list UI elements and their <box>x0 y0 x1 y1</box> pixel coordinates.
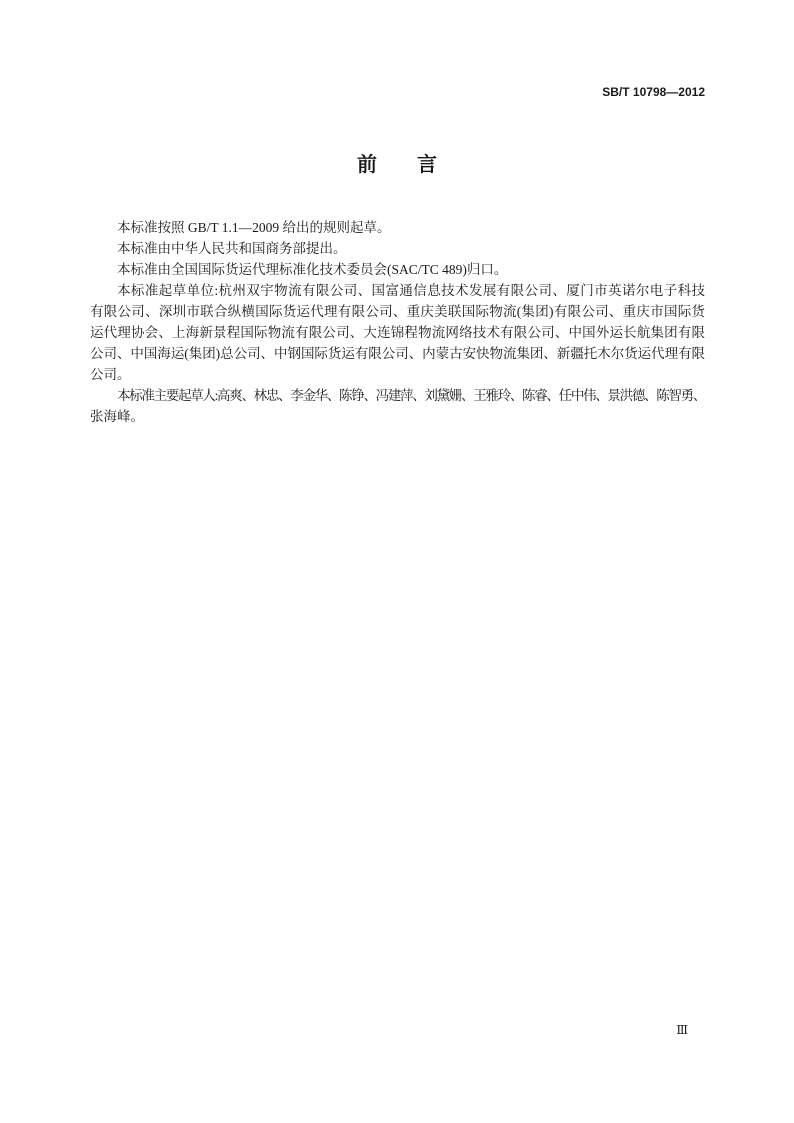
paragraph-line: 公司。 <box>90 367 131 382</box>
paragraph-line: 公司、中国海运(集团)总公司、中钢国际货运有限公司、内蒙古安快物流集团、新疆托木尔货运代理有限 <box>90 346 705 361</box>
paragraph-line: 本标准主要起草人:高爽、林忠、李金华、陈铮、冯建萍、刘黛姗、王雅玲、陈睿、任中伟、景洪德、陈智勇、 <box>117 388 705 403</box>
paragraph-line: 本标准由中华人民共和国商务部提出。 <box>117 241 347 256</box>
paragraph-drafting-rules <box>90 217 705 238</box>
paragraph-line: 本标准由全国国际货运代理标准化技术委员会(SAC/TC 489)归口。 <box>117 262 508 277</box>
paragraph-committee <box>90 259 705 280</box>
paragraph-line: 本标准起草单位:杭州双宇物流有限公司、国富通信息技术发展有限公司、厦门市英诺尔电子科技 <box>117 283 705 298</box>
paragraph-line: 本标准按照 GB/T 1.1—2009 给出的规则起草。 <box>117 220 391 235</box>
foreword-body <box>90 217 705 427</box>
standard-code-header: SB/T 10798—2012 <box>602 85 705 99</box>
paragraph-line: 有限公司、深圳市联合纵横国际货运代理有限公司、重庆美联国际物流(集团)有限公司、重庆市国际货 <box>90 304 705 319</box>
paragraph-proposer <box>90 238 705 259</box>
page-number: Ⅲ <box>676 1023 688 1037</box>
paragraph-drafters <box>90 385 705 427</box>
paragraph-line: 运代理协会、上海新景程国际物流有限公司、大连锦程物流网络技术有限公司、中国外运长航集团有限 <box>90 325 705 340</box>
paragraph-line: 张海峰。 <box>90 409 144 424</box>
paragraph-drafting-units <box>90 280 705 385</box>
page-title: 前 言 <box>357 154 447 176</box>
